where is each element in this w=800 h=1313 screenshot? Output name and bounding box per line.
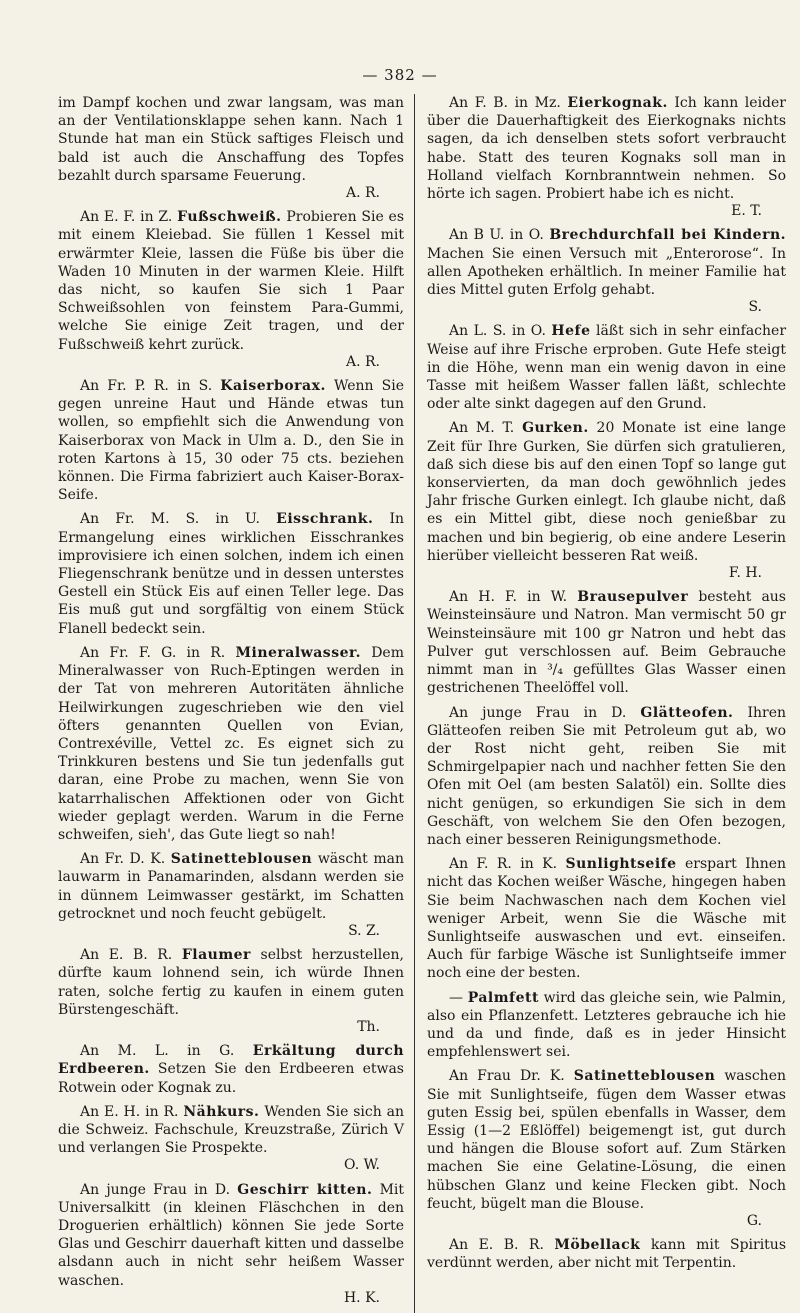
answer-text: Dem Mineralwasser von Ruch-Eptingen werden in der Tat von mehreren Autoritäten ähnliche Heilwirkungen zugeschrieben wie den viel öfters genannten Quellen von Evian, Contrexéville, Vettel zc. Es eignet sich zu Trinkkuren bestens und Sie tun jedenfalls gut daran, eine Probe zu machen, wenn Sie von katarrhalischen Affektionen oder von Gicht wieder geplagt werden. Warum in die Ferne schweifen, sieh', das Gute liegt so nah! bbox=[58, 644, 404, 843]
addressee: An junge Frau in D. bbox=[80, 1181, 231, 1198]
topic-keyword: Erkältung durch Erdbeeren. bbox=[58, 1043, 404, 1078]
addressee: An junge Frau in D. bbox=[449, 704, 627, 721]
page-number: — 382 — bbox=[362, 66, 438, 84]
left-column bbox=[58, 94, 414, 1313]
addressee: An F. B. in Mz. bbox=[449, 95, 561, 111]
signature: A. R. bbox=[345, 185, 380, 202]
answer-entry bbox=[58, 208, 404, 371]
addressee: An Frau Dr. K. bbox=[449, 1068, 565, 1085]
answer-entry bbox=[427, 94, 786, 220]
addressee: An H. F. in W. bbox=[449, 589, 568, 606]
addressee: — bbox=[449, 989, 463, 1006]
addressee: An Fr. F. G. in R. bbox=[80, 644, 226, 661]
answer-entry bbox=[58, 510, 404, 637]
addressee: An M. T. bbox=[449, 420, 515, 437]
answer-entry bbox=[58, 850, 404, 940]
answer-entry bbox=[427, 226, 786, 316]
topic-keyword: Brechdurchfall bei Kindern. bbox=[549, 227, 786, 244]
topic-keyword: Geschirr kitten. bbox=[237, 1181, 373, 1198]
signature: E. T. bbox=[731, 203, 762, 220]
topic-keyword: Flaumer bbox=[181, 947, 251, 964]
answer-text: Machen Sie einen Versuch mit „Enterorose“. In allen Apotheken erhältlich. In meiner Familie hat dies Mittel guten Erfolg gehabt. bbox=[427, 245, 786, 299]
answer-text: Wenn Sie gegen unreine Haut und Hände etwas tun wollen, so empfiehlt sich die Anwendung von Kaiserborax von Mack in Ulm a. D., den Sie in roten Kartons à 15, 30 oder 75 cts. beziehen können. Die Firma fabriziert auch Kaiser-Borax-Seife. bbox=[58, 378, 405, 504]
answer-entry bbox=[427, 855, 786, 982]
answer-text: waschen Sie mit Sunlightseife, fügen dem Wasser etwas guten Essig bei, spülen ebenfalls in Wasser, dem Essig (1—2 Eßlöffel) beigemengt ist, gut durch und hängen die Blouse sofort auf. Zum Stärken machen Sie eine Gelatine-Lösung, die einen hübschen Glanz und keine Flecken gibt. Noch feucht, bügelt man die Blouse. bbox=[427, 1068, 787, 1212]
answer-entry bbox=[58, 946, 404, 1036]
answer-text: besteht aus Weinsteinsäure und Natron. Man vermischt 50 gr Weinsteinsäure mit 100 gr Natron und hebt das Pulver gut verschlossen auf. Beim Gebrauche nimmt man in ³/₄ gefülltes Glas Wasser einen gestrichenen Theelöffel voll. bbox=[427, 589, 786, 697]
answer-text: Wenden Sie sich an die Schweiz. Fachschule, Kreuzstraße, Zürich V und verlangen Sie Prospekte. bbox=[58, 1103, 405, 1157]
topic-keyword: Eierkognak. bbox=[567, 95, 668, 111]
answer-text: Probieren Sie es mit einem Kleiebad. Sie füllen 1 Kessel mit erwärmter Kleie, lassen die Füße bis über die Waden 10 Minuten in der warmen Kleie. Hilft das nicht, so kaufen Sie sich 1 Paar Schweißsohlen von feinstem Para-Gummi, welche Sie einige Zeit tragen, und der Fußschweiß kehrt zurück. bbox=[58, 209, 405, 353]
topic-keyword: Nähkurs. bbox=[183, 1103, 260, 1120]
answer-entry bbox=[427, 1236, 786, 1272]
signature: S. bbox=[748, 299, 762, 316]
topic-keyword: Satinetteblousen bbox=[170, 851, 313, 868]
answer-text: läßt sich in sehr einfacher Weise auf ihre Frische erproben. Gute Hefe steigt in die Höhe, wenn man ein wenig davon in eine Tasse mit heißem Wasser fallen läßt, schlechte oder alte sinkt dagegen auf den Grund. bbox=[427, 323, 787, 413]
topic-keyword: Hefe bbox=[551, 323, 591, 340]
signature: Th. bbox=[357, 1018, 380, 1035]
answer-text: Setzen Sie den Erdbeeren etwas Rotwein oder Kognak zu. bbox=[58, 1061, 404, 1096]
topic-keyword: Fußschweiß. bbox=[177, 209, 282, 226]
topic-keyword: Satinetteblousen bbox=[573, 1068, 716, 1085]
answer-entry bbox=[58, 377, 404, 504]
addressee: An M. L. in G. bbox=[80, 1043, 235, 1060]
answer-text: 20 Monate ist eine lange Zeit für Ihre Gurken, Sie dürfen sich gratulieren, daß sich diese bis auf den einen Topf so lange gut konservierten, da man doch gewöhnlich jedes Jahr frische Gurken einlegt. Ich glaube nicht, daß es ein Mittel gibt, diese noch genießbar zu machen und bin begierig, ob eine andere Leserin hierüber vielleicht besseren Rat weiß. bbox=[427, 420, 787, 564]
addressee: An Fr. M. S. in U. bbox=[80, 511, 260, 528]
addressee: An F. R. in K. bbox=[449, 856, 558, 873]
addressee: An E. B. R. bbox=[449, 1237, 544, 1254]
addressee: An Fr. P. R. in S. bbox=[80, 378, 213, 395]
signature: H. K. bbox=[343, 1289, 380, 1306]
answer-entry bbox=[427, 1067, 786, 1230]
topic-keyword: Eisschrank. bbox=[276, 511, 374, 528]
columns bbox=[58, 94, 786, 1313]
answer-text: erspart Ihnen nicht das Kochen weißer Wäsche, hingegen haben Sie beim Nachwaschen nach dem Kochen viel weniger Arbeit, wenn Sie die Wäsche mit Sunlightseife auswaschen und evt. einseifen. Auch für farbige Wäsche ist Sunlightseife immer noch eine der besten. bbox=[427, 856, 787, 982]
addressee: An B U. in O. bbox=[449, 227, 544, 244]
answer-text: wird das gleiche sein, wie Palmin, also ein Pflanzenfett. Letzteres gebrauche ich hie und da und finde, daß es in jeder Hinsicht empfehlenswert sei. bbox=[427, 989, 787, 1061]
answer-text: kann mit Spiritus verdünnt werden, aber nicht mit Terpentin. bbox=[427, 1237, 787, 1272]
addressee: An E. B. R. bbox=[80, 947, 173, 964]
addressee: An Fr. D. K. bbox=[80, 851, 166, 868]
signature: O. W. bbox=[344, 1157, 380, 1174]
answer-entry bbox=[58, 1103, 404, 1175]
answer-entry bbox=[427, 419, 786, 582]
answer-entry bbox=[58, 644, 404, 844]
answer-entry bbox=[58, 94, 404, 202]
answer-entry bbox=[427, 704, 786, 850]
topic-keyword: Kaiserborax. bbox=[220, 378, 326, 395]
signature: F. H. bbox=[728, 565, 762, 582]
answer-entry bbox=[427, 588, 786, 697]
right-column bbox=[414, 94, 786, 1313]
topic-keyword: Palmfett bbox=[467, 989, 539, 1006]
topic-keyword: Gurken. bbox=[522, 420, 589, 437]
signature: A. R. bbox=[345, 353, 380, 370]
answer-text: In Ermangelung eines wirklichen Eisschrankes improvisiere ich einen solchen, indem ich einen Fliegenschrank benütze und in dessen unterstes Gestell ein Stück Eis auf einen Teller lege. Das Eis muß gut und sorgfältig von einem Stück Flanell bedeckt sein. bbox=[58, 511, 405, 637]
addressee: An L. S. in O. bbox=[449, 323, 546, 340]
addressee: An E. F. in Z. bbox=[80, 209, 173, 226]
answer-entry bbox=[58, 1042, 404, 1097]
topic-keyword: Mineralwasser. bbox=[235, 644, 361, 661]
answer-entry bbox=[427, 989, 786, 1062]
topic-keyword: Brausepulver bbox=[577, 589, 689, 606]
answer-entry bbox=[58, 1181, 404, 1307]
answer-text: wäscht man lauwarm in Panamarinden, alsdann werden sie in dünnem Leimwasser gestärkt, im Schatten getrocknet und noch feucht gebügelt. bbox=[58, 851, 405, 922]
topic-keyword: Sunlightseife bbox=[565, 856, 677, 873]
addressee: An E. H. in R. bbox=[80, 1103, 179, 1120]
signature: G. bbox=[746, 1212, 762, 1229]
answer-text: Mit Universalkitt (in kleinen Fläschchen in den Droguerien erhältlich) können Sie jede Sorte Glas und Geschirr dauerhaft kitten und dasselbe alsdann auch in nicht sehr heißem Wasser waschen. bbox=[58, 1181, 405, 1289]
answer-text: selbst herzustellen, dürfte kaum lohnend sein, ich würde Ihnen raten, solche fertig zu kaufen in einem guten Bürstengeschäft. bbox=[58, 947, 404, 1018]
answer-entry bbox=[427, 322, 786, 413]
topic-keyword: Möbellack bbox=[554, 1237, 641, 1254]
answer-text: Ich kann leider über die Dauerhaftigkeit des Eierkognaks nichts sagen, da ich denselben stets sofort verbraucht habe. Statt des teuren Kognaks soll man in Holland vielfach Kornbranntwein nehmen. So hörte ich sagen. Probiert habe ich es nicht. bbox=[427, 95, 786, 203]
answer-text: Ihren Glätteofen reiben Sie mit Petroleum gut ab, wo der Rost nicht geht, reiben Sie mit Schmirgelpapier nach und nachher fetten Sie den Ofen mit Oel (am besten Salatöl) ein. Sollte dies nicht genügen, so erkundigen Sie sich in dem Geschäft, von welchem Sie den Ofen bezogen, nach einer besseren Reinigungsmethode. bbox=[427, 704, 786, 848]
signature: S. Z. bbox=[348, 922, 380, 939]
topic-keyword: Glätteofen. bbox=[640, 704, 734, 721]
addressee: im Dampf kochen und zwar langsam, was man an der Ventilationsklappe sehen kann. Nach 1 Stunde hat man ein Stück saftiges Fleisch und bald ist auch die Anschaffung des Topfes bezahlt durch sparsame Feuerung. bbox=[58, 95, 404, 184]
